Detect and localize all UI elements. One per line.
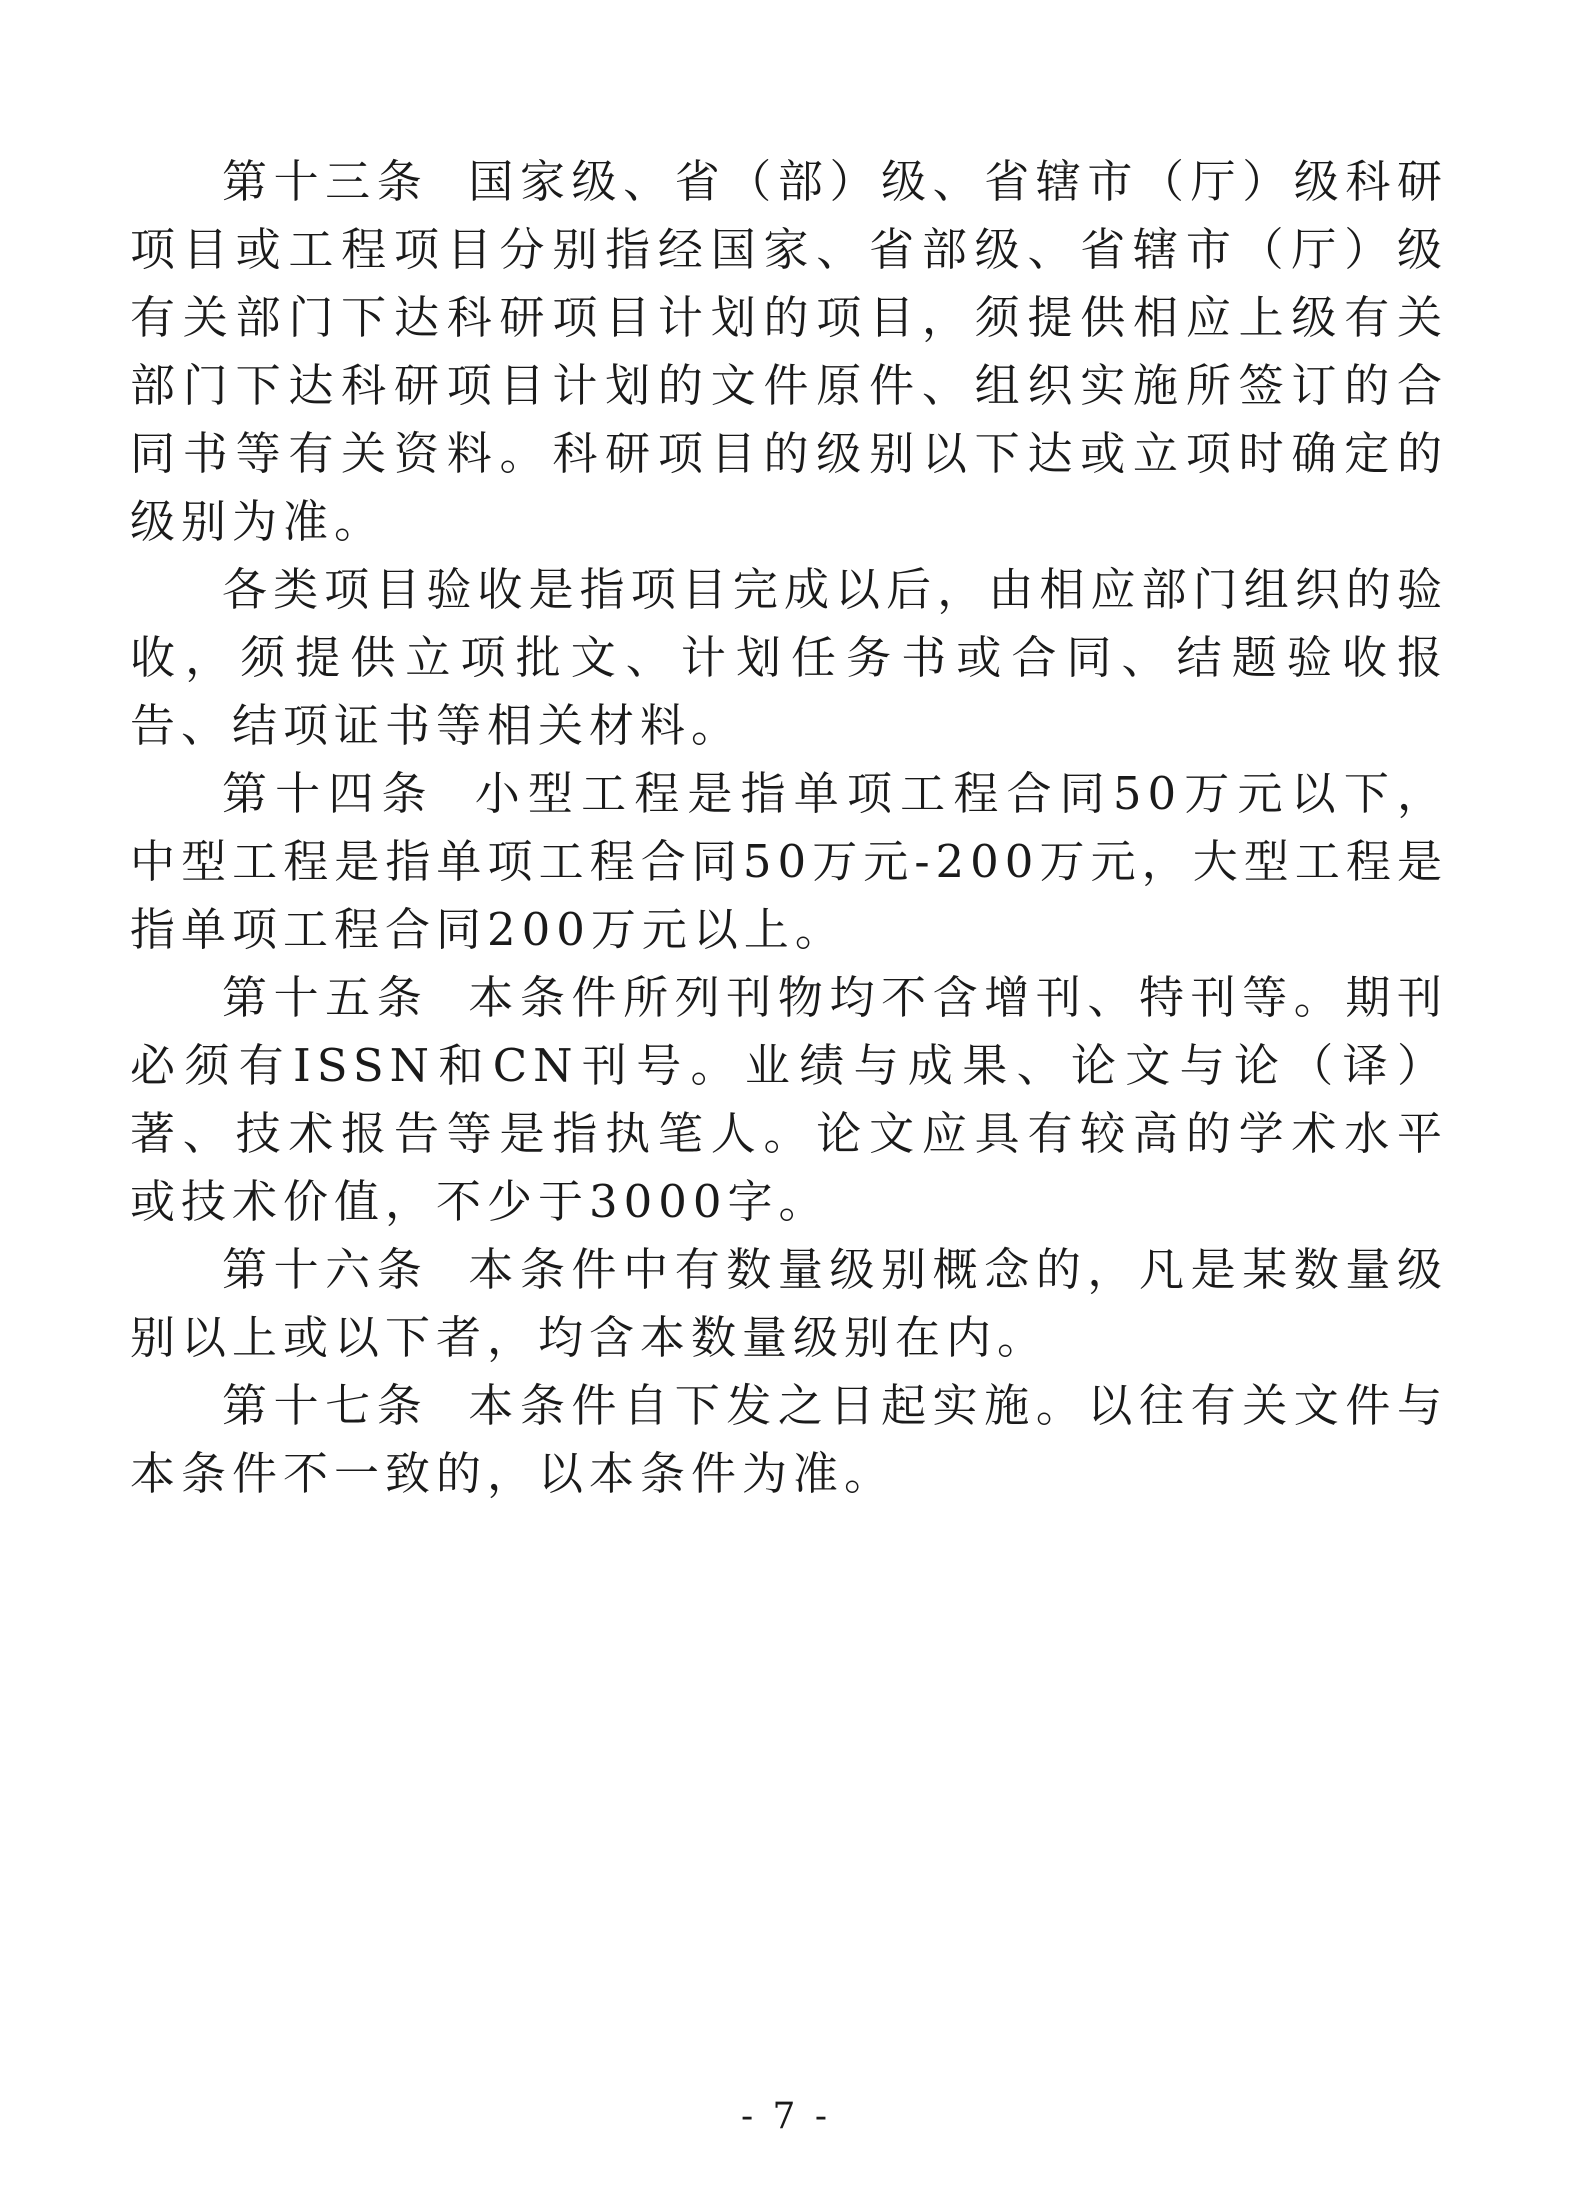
article-15-heading: 第十五条 xyxy=(222,971,429,1024)
article-16-text: 本条件中有数量级别概念的，凡是某数量级别以上或以下者，均含本数量级别在内。 xyxy=(130,1243,1448,1364)
article-17-heading: 第十七条 xyxy=(222,1379,429,1432)
project-acceptance-paragraph xyxy=(130,556,1448,760)
document-body xyxy=(130,148,1448,1508)
article-16-heading: 第十六条 xyxy=(222,1243,429,1296)
article-13-paragraph xyxy=(130,148,1448,556)
article-13-text: 国家级、省（部）级、省辖市（厅）级科研项目或工程项目分别指经国家、省部级、省辖市（厅）级有关部门下达科研项目计划的项目，须提供相应上级有关部门下达科研项目计划的文件原件、组织实施所签订的合同书等有关资料。科研项目的级别以下达或立项时确定的级别为准。 xyxy=(130,155,1448,548)
article-17-text: 本条件自下发之日起实施。以往有关文件与本条件不一致的，以本条件为准。 xyxy=(130,1379,1448,1500)
article-14-paragraph xyxy=(130,760,1448,964)
article-14-text: 小型工程是指单项工程合同50万元以下，中型工程是指单项工程合同50万元-200万元，大型工程是指单项工程合同200万元以上。 xyxy=(130,767,1448,956)
article-15-paragraph xyxy=(130,964,1448,1236)
article-16-paragraph xyxy=(130,1236,1448,1372)
project-acceptance-text: 各类项目验收是指项目完成以后，由相应部门组织的验收，须提供立项批文、计划任务书或合同、结题验收报告、结项证书等相关材料。 xyxy=(130,563,1448,752)
page-number: - 7 - xyxy=(740,2096,832,2137)
article-14-heading: 第十四条 xyxy=(222,767,435,820)
article-15-text: 本条件所列刊物均不含增刊、特刊等。期刊必须有ISSN和CN刊号。业绩与成果、论文与论（译）著、技术报告等是指执笔人。论文应具有较高的学术水平或技术价值，不少于3000字。 xyxy=(130,971,1448,1228)
article-13-heading: 第十三条 xyxy=(222,155,429,208)
article-17-paragraph xyxy=(130,1372,1448,1508)
